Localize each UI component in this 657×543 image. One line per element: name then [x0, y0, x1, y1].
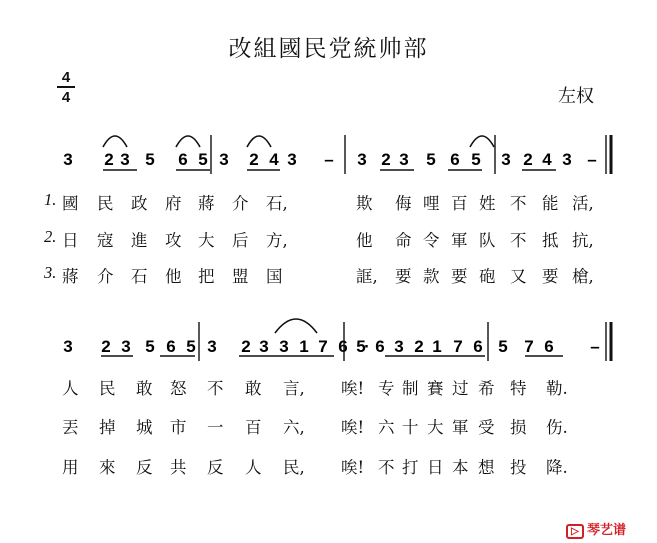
lyric-char: 蔣 — [198, 194, 215, 213]
slur — [103, 136, 127, 147]
lyric-char: 过 — [452, 379, 469, 398]
lyric-char: 槍, — [572, 267, 594, 286]
lyric-char: 抗, — [572, 231, 594, 250]
lyric-char: 百 — [245, 418, 262, 437]
lyric-char: 丟 — [62, 418, 79, 437]
note: 7 — [453, 337, 463, 356]
lyric-char: 大 — [427, 418, 444, 437]
lyric-char: 要 — [542, 267, 559, 286]
lyric-char: 言, — [283, 379, 305, 398]
logo-text: 琴艺谱 — [587, 522, 627, 537]
lyric-char: 能 — [542, 194, 559, 213]
lyric-char: 一 — [207, 418, 224, 437]
lyric-char: 国 — [266, 267, 283, 286]
note: – — [587, 150, 597, 169]
note: 2 — [101, 337, 111, 356]
composer: 左权 — [558, 86, 594, 107]
note: 6 — [544, 337, 554, 356]
note: 3 — [63, 150, 73, 169]
lyric-char: 款 — [423, 267, 440, 286]
note: 5 — [426, 150, 436, 169]
lyric-char: 令 — [423, 231, 440, 250]
lyric-char: 唉! — [341, 418, 365, 437]
lyric-char: 共 — [170, 458, 187, 477]
lyric-char: 進 — [131, 231, 148, 250]
lyric-char: 蔣 — [62, 267, 79, 286]
logo-mark-icon: ▷ — [566, 524, 584, 539]
lyric-char: 攻 — [165, 231, 182, 250]
note: 3 — [219, 150, 229, 169]
lyric-char: 不 — [510, 231, 527, 250]
lyric-char: 日 — [427, 458, 444, 477]
lyric-char: 要 — [395, 267, 412, 286]
note: 1 — [432, 337, 442, 356]
lyric-char: 他 — [165, 267, 182, 286]
lyric-char: 賽 — [427, 379, 444, 398]
note: 3 — [259, 337, 269, 356]
note: – — [324, 150, 334, 169]
lyric-char: 不 — [510, 194, 527, 213]
lyric-char: 敢 — [245, 379, 262, 398]
note: 5 — [356, 337, 366, 356]
note: 1 — [299, 337, 309, 356]
note: 3 — [287, 150, 297, 169]
note: 3 — [207, 337, 217, 356]
time-signature-top: 4 — [61, 69, 71, 86]
lyric-char: 百 — [451, 194, 468, 213]
lyric-char: 市 — [170, 418, 187, 437]
lyric-char: 民 — [99, 379, 116, 398]
lyric-char: 來 — [99, 458, 116, 477]
lyric-char: 人 — [62, 379, 79, 398]
lyric-char: 命 — [395, 231, 412, 250]
time-signature-bottom: 4 — [61, 89, 71, 106]
lyric-char: 不 — [207, 379, 224, 398]
note: 2 — [523, 150, 533, 169]
lyric-char: 反 — [207, 458, 224, 477]
note: 5 — [498, 337, 508, 356]
lyric-char: 石, — [266, 194, 288, 213]
lyric-char: 石 — [131, 267, 148, 286]
lyric-char: 投 — [510, 458, 527, 477]
system1-notes — [63, 150, 596, 169]
lyric-char: 盟 — [232, 267, 249, 286]
lyric-char: 想 — [478, 458, 495, 477]
note: 2 — [381, 150, 391, 169]
note: 2 — [104, 150, 114, 169]
lyric-char: 砲 — [479, 267, 496, 286]
lyric-char: 敢 — [136, 379, 153, 398]
lyric-char: 怒 — [170, 379, 187, 398]
note: 5 — [471, 150, 481, 169]
note: 6 — [473, 337, 483, 356]
note: 7 — [524, 337, 534, 356]
lyric-char: 制 — [402, 379, 419, 398]
lyric-char: 又 — [510, 267, 527, 286]
note: 5 — [145, 337, 155, 356]
lyric-char: 介 — [232, 194, 249, 213]
song-title: 改組國民党統帅部 — [228, 36, 429, 62]
lyric-char: 城 — [136, 418, 153, 437]
note: 2 — [241, 337, 251, 356]
lyric-char: 伤. — [546, 418, 568, 437]
lyric-char: 勒. — [546, 379, 568, 398]
lyric-char: 打 — [402, 458, 419, 477]
lyric-char: 特 — [510, 379, 527, 398]
lyric-char: 大 — [198, 231, 215, 250]
lyric-char: 队 — [479, 231, 496, 250]
verse-number: 1. — [44, 190, 57, 209]
note: 3 — [357, 150, 367, 169]
note: 6 — [166, 337, 176, 356]
note: 3 — [394, 337, 404, 356]
lyric-char: 降. — [546, 458, 568, 477]
lyric-char: 哩 — [423, 194, 440, 213]
lyric-char: 专 — [378, 379, 395, 398]
note: 4 — [542, 150, 552, 169]
note: 2 — [414, 337, 424, 356]
lyric-char: 不 — [378, 458, 395, 477]
note: 6 — [450, 150, 460, 169]
lyric-char: 损 — [510, 418, 527, 437]
note: 4 — [269, 150, 279, 169]
lyric-char: 軍 — [452, 418, 469, 437]
slur — [275, 319, 317, 333]
note: 6 — [178, 150, 188, 169]
note: – — [590, 337, 600, 356]
lyric-char: 后 — [232, 231, 249, 250]
lyric-char: 方, — [266, 231, 288, 250]
lyric-char: 受 — [478, 418, 495, 437]
lyric-char: 介 — [97, 267, 114, 286]
note: 2 — [249, 150, 259, 169]
note: · — [364, 337, 370, 356]
lyric-char: 希 — [478, 379, 495, 398]
note: 6 — [375, 337, 385, 356]
note: 3 — [63, 337, 73, 356]
lyric-char: 政 — [131, 194, 148, 213]
lyric-char: 十 — [402, 418, 419, 437]
lyric-char: 把 — [198, 267, 215, 286]
note: 3 — [279, 337, 289, 356]
lyric-char: 姓 — [479, 194, 496, 213]
lyric-char: 活, — [572, 194, 594, 213]
note: 7 — [318, 337, 328, 356]
note: 3 — [501, 150, 511, 169]
lyric-char: 日 — [62, 231, 79, 250]
note: 5 — [186, 337, 196, 356]
lyric-char: 人 — [245, 458, 262, 477]
note: 3 — [562, 150, 572, 169]
lyric-char: 抵 — [542, 231, 559, 250]
lyric-char: 要 — [451, 267, 468, 286]
lyric-char: 軍 — [451, 231, 468, 250]
lyric-char: 唉! — [341, 458, 365, 477]
lyric-char: 民, — [283, 458, 305, 477]
lyric-char: 唉! — [341, 379, 365, 398]
lyric-char: 欺 — [356, 194, 373, 213]
site-logo — [566, 519, 626, 539]
lyric-char: 府 — [165, 194, 182, 213]
slur — [470, 136, 494, 147]
system2-notes — [63, 337, 599, 356]
lyric-char: 誆, — [356, 267, 378, 286]
lyric-char: 民 — [97, 194, 114, 213]
note: 3 — [121, 337, 131, 356]
lyric-char: 寇 — [97, 231, 114, 250]
lyric-char: 國 — [62, 194, 79, 213]
lyric-char: 反 — [136, 458, 153, 477]
note: 3 — [120, 150, 130, 169]
lyric-char: 用 — [62, 458, 79, 477]
note: 3 — [399, 150, 409, 169]
lyric-char: 本 — [452, 458, 469, 477]
note: 5 — [145, 150, 155, 169]
lyric-char: 他 — [356, 231, 373, 250]
lyric-char: 侮 — [395, 194, 412, 213]
note: 5 — [198, 150, 208, 169]
lyric-char: 六 — [378, 418, 395, 437]
slur — [176, 136, 200, 147]
lyric-char: 六, — [283, 418, 305, 437]
verse-number: 3. — [44, 263, 57, 282]
note: 6 — [338, 337, 348, 356]
verse-number: 2. — [44, 227, 57, 246]
lyric-char: 掉 — [99, 418, 116, 437]
slur — [247, 136, 271, 147]
